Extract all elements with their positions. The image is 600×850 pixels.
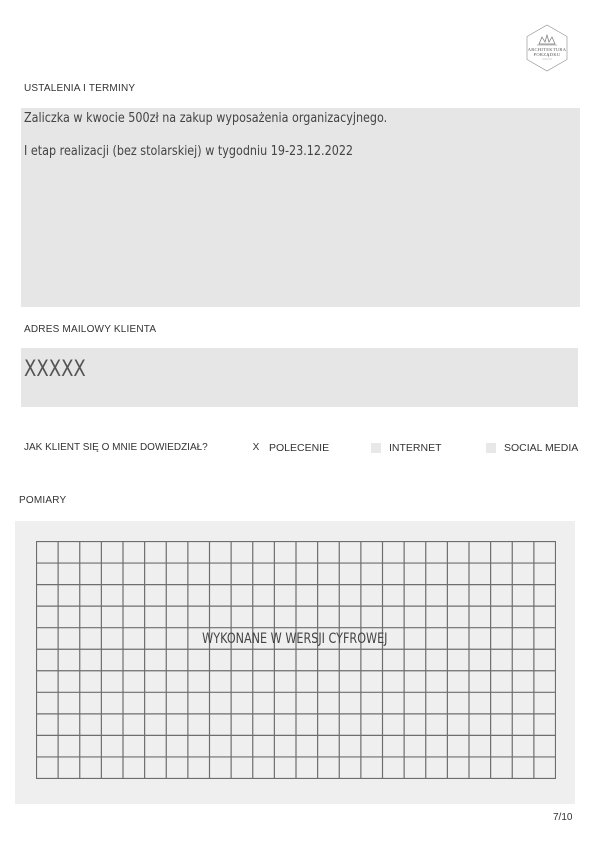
referral-option-internet[interactable] <box>371 441 442 455</box>
logo-text-line1: ARCHITEKTURA <box>527 47 567 52</box>
measurements-box <box>15 521 575 804</box>
recommendation-checkbox[interactable]: X <box>252 442 260 453</box>
internet-label: INTERNET <box>389 442 442 454</box>
measurement-grid <box>36 541 556 779</box>
page-number: 7/10 <box>553 812 573 823</box>
social-media-label: SOCIAL MEDIA <box>504 442 579 454</box>
referral-option-recommendation[interactable] <box>251 441 329 455</box>
terms-line-advance: Zaliczka w kwocie 500zł na zakup wyposażenia organizacyjnego. <box>24 111 388 126</box>
referral-question: JAK KLIENT SIĘ O MNIE DOWIEDZIAŁ? <box>24 442 208 453</box>
measurements-caption <box>15 631 575 647</box>
terms-label: USTALENIA I TERMINY <box>24 83 136 94</box>
client-email-field[interactable] <box>21 348 578 407</box>
client-email-label: ADRES MAILOWY KLIENTA <box>24 324 157 335</box>
social-media-checkbox[interactable] <box>486 443 496 453</box>
client-email-value: XXXXX <box>24 357 86 382</box>
recommendation-label: POLECENIE <box>269 442 330 454</box>
terms-line-schedule: I etap realizacji (bez stolarskiej) w tygodniu 19-23.12.2022 <box>24 144 354 159</box>
logo-text-line2: PORZĄDKU <box>533 52 561 57</box>
brand-logo <box>523 24 571 72</box>
referral-option-social-media[interactable] <box>486 441 578 455</box>
crown-icon <box>523 24 571 72</box>
internet-checkbox[interactable] <box>371 443 381 453</box>
terms-box <box>21 108 580 307</box>
measurements-caption-text: WYKONANE W WERSJI CYFROWEJ <box>202 631 388 647</box>
measurements-label: POMIARY <box>19 495 67 506</box>
